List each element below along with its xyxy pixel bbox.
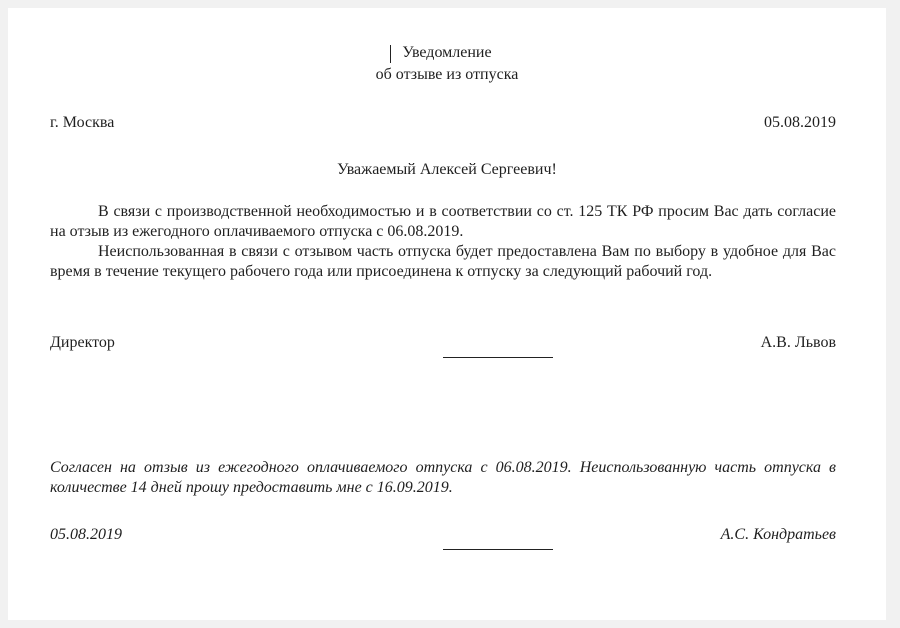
paragraph-1: В связи с производственной необходимостью и в соответствии со ст. 125 ТК РФ просим Вас дать согласие на отзыв из ежегодного оплачиваемого отпуска с 06.08.2019. bbox=[50, 203, 836, 240]
paragraph-2: Неиспользованная в связи с отзывом часть отпуска будет предоставлена Вам по выбору в удобное для Вас время в течение текущего рабочего года или присоединена к отпуску за следующий рабочий год. bbox=[50, 243, 836, 280]
employee-name: А.С. Кондратьев bbox=[720, 526, 836, 543]
salutation: Уважаемый Алексей Сергеевич! bbox=[337, 161, 557, 178]
director-signature-line bbox=[443, 357, 553, 358]
signer-position: Директор bbox=[50, 334, 115, 351]
document-date: 05.08.2019 bbox=[764, 114, 836, 131]
consent-date: 05.08.2019 bbox=[50, 526, 122, 543]
employee-signature-line bbox=[443, 549, 553, 550]
document-subtitle: об отзыве из отпуска bbox=[375, 66, 519, 83]
consent-text: Согласен на отзыв из ежегодного оплачиваемого отпуска с 06.08.2019. Неиспользованную часть отпуска в количестве 14 дней прошу предоставить мне с 16.09.2019. bbox=[50, 459, 836, 496]
document-title: Уведомление bbox=[402, 44, 492, 61]
document-page bbox=[8, 8, 886, 620]
signer-name: А.В. Львов bbox=[760, 334, 836, 351]
city: г. Москва bbox=[50, 114, 115, 131]
